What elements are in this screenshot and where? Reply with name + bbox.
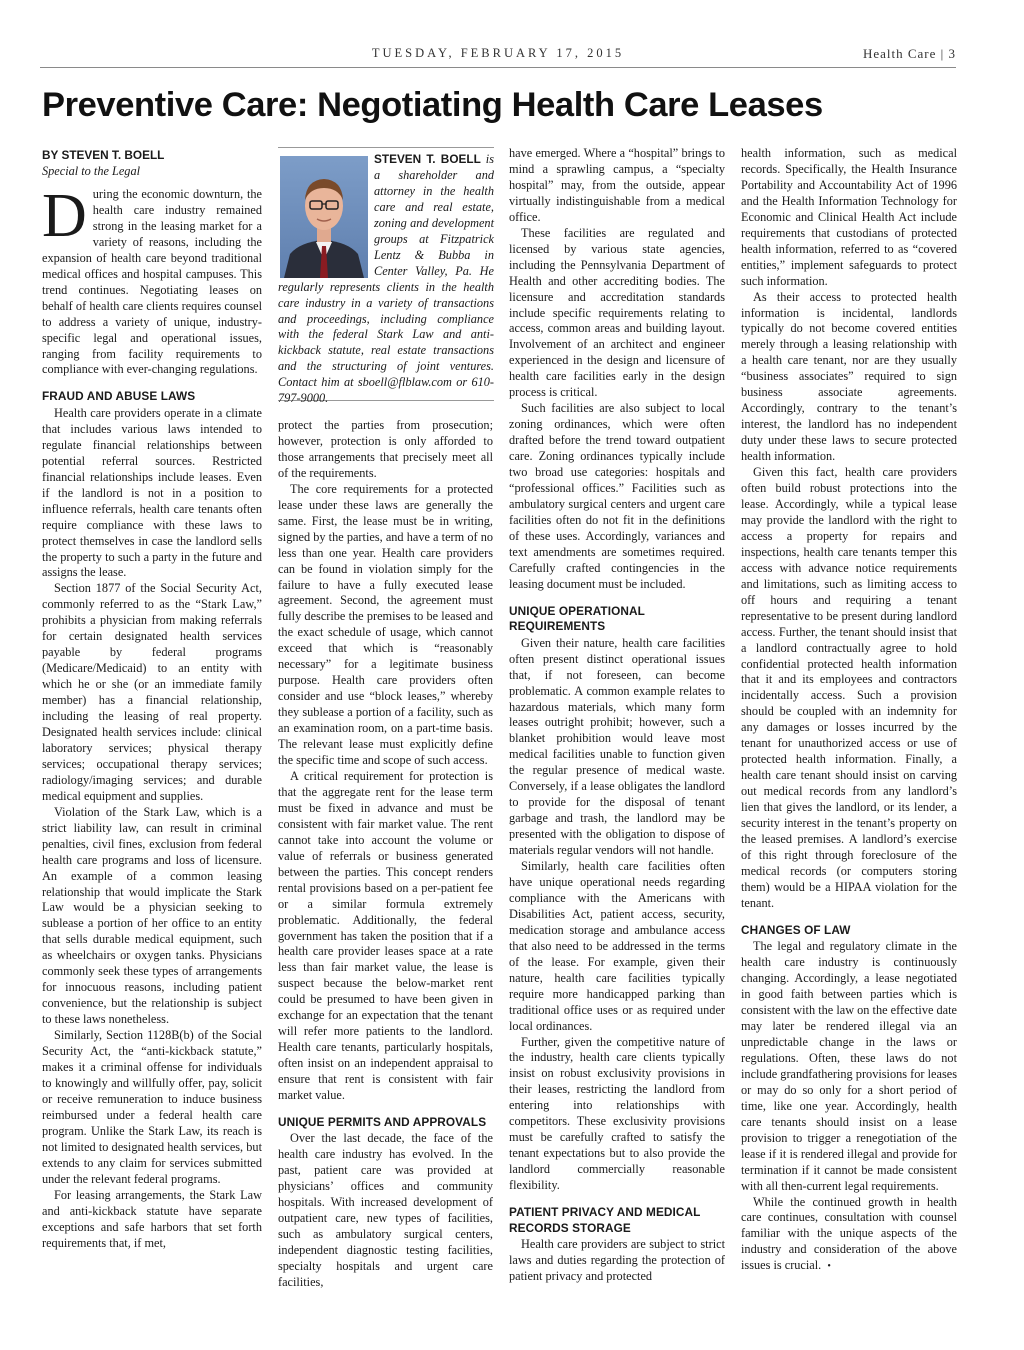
author-bio: STEVEN T. BOELL is a shareholder and attorney in the health care and real estate, zoning and development groups at Fitzpatrick Lentz & Bubba in Center Valley, Pa. He regularly represents clients in the health care industry in a variety of transactions and proceedings, including compliance with the federal Stark Law and anti-kickback statute, real estate transactions and the structuring of joint ventures. Contact him at sboell@flblaw.com or 610-797-9000. [278, 152, 494, 406]
paragraph-continued: have emerged. Where a “hospital” brings to mind a sprawling campus, a “specialty hospital” may, from the outside, appear virtually indistinguishable from a medical office. [509, 146, 725, 224]
section-heading-fraud: FRAUD AND ABUSE LAWS [42, 389, 196, 404]
author-name: STEVEN T. BOELL [374, 152, 481, 166]
paragraph: The core requirements for a protected lease under these laws are generally the same. First, the lease must be in writing, signed by the parties, and have a term of no less than one year. Health care providers can be found in violation simply for the failure to have a fully executed lease agreement. Second, the agreement must fully describe the premises to be leased and the exact schedule of usage, which cannot exceed that which is “reasonably necessary” for a legitimate business purpose. Health care providers often consider and use “block leases,” whereby they sublease a portion of a facility, such as an examination room, on a part-time basis. The relevant lease must explicitly define the specific time and scope of such access. [278, 481, 493, 768]
paragraph: A critical requirement for protection is that the aggregate rent for the lease term must be fixed in advance and must be consistent with fair market value. The rent cannot take into account the volume or value of referrals or business generated between the parties. This concept renders rental provisions based on a per-patient fee or a similar formula extremely problematic. Additionally, the federal government has taken the position that if a health care provider leases space at a rate less than fair market value, the lease is suspect because the below-market rent could be presumed to have been given in exchange for an expectation that the tenant will refer more patients to the landlord. Health care tenants, particularly hospitals, often insist on an independent appraisal to ensure that rent is consistent with fair market value. [278, 768, 493, 1103]
closing-paragraph: While the continued growth in health care continues, consultation with counsel familiar with the unique aspects of the industry and consideration of the above issues is crucial. • [741, 1194, 957, 1273]
section-heading-law: CHANGES OF LAW [741, 922, 851, 937]
article-headline: Preventive Care: Negotiating Health Care Leases [42, 86, 823, 124]
section-heading-operational: UNIQUE OPERATIONAL REQUIREMENTS [509, 603, 645, 634]
paragraph-continues: For leasing arrangements, the Stark Law and anti-kickback statute have separate exceptions and safe harbors that set forth requirements that, if met, [42, 1187, 262, 1250]
column-4 [741, 146, 957, 1275]
paragraph-continued: protect the parties from prosecution; however, protection is only afforded to those arrangements that precisely meet all of the requirements. [278, 418, 493, 480]
paragraph-continued: health information, such as medical records. Specifically, the Health Insurance Portability and Accountability Act of 1996 and the Health Information Technology for Economic and Clinical Health Act include requirements that custodians of protected health information, referred to as “covered entities,” implement safeguards to protect such information. [741, 146, 957, 288]
paragraph: Further, given the competitive nature of the industry, health care clients typically insist on robust exclusivity provisions in their leases, restricting the landlord from entering into relationships with competitors. These exclusivity provisions must be carefully crafted to satisfy the tenant expectations but to also provide the landlord commercially reasonable flexibility. [509, 1034, 725, 1193]
paragraph: Similarly, Section 1128B(b) of the Social Security Act, the “anti-kickback statute,” makes it a criminal offense for individuals to knowingly and willfully offer, pay, solicit or receive remuneration to induce business reimbursed under a federal health care program. Unlike the Stark Law, its reach is not limited to designated health services, but extends to any claim for services submitted under the relevant federal programs. [42, 1028, 262, 1186]
paragraph: Health care providers operate in a climate that includes various laws intended to regulate financial relationships between potential referral sources. Restricted financial relationships include leases. Even if the landlord is not in a position to influence referrals, health care tenants often require compliance with these laws to protect themselves in case the landlord sells the property to such a party in the future and assigns the lease. [42, 405, 262, 580]
running-header [40, 44, 956, 68]
paragraph: Given this fact, health care providers often build robust protections into the lease. Accordingly, while a typical lease may provide the landlord with the right to access a property for repairs and inspections, health care tenants temper this access with advance notice requirements and limitations, such as limiting access to off hours and requiring a tenant representative to be present during landlord access. Further, the tenant should insist that a landlord contractually agree to hold confidential protected health information that it and its employees and contractors incidentally access. Such a provision should be coupled with an indemnity for any damages or losses incurred by the tenant for unauthorized access or use of protected health information. Finally, a health care tenant should insist on carving out medical records from any landlord’s lien that gives the landlord, or its lender, a security interest in the tenant’s property on the leased premises. A landlord’s exercise of this right through foreclosure of the medical records (or computers storing them) would be a HIPAA violation for the tenant. [741, 465, 957, 910]
paragraph: Section 1877 of the Social Security Act, commonly referred to as the “Stark Law,” prohibits a physician from making referrals for certain designated health services payable by federal programs (Medicare/Medicaid) to an entity with which he or she (or an immediate family member) has a financial relationship, including the leasing of real property. Designated health services include: clinical laboratory services; physical therapy services; occupational therapy services; radiology/imaging services; and durable medical equipment and supplies. [42, 581, 262, 803]
drop-cap: D [42, 182, 87, 250]
paragraph: As their access to protected health information is incidental, landlords typically do not become covered entities merely through a leasing relationship with a health care tenant, nor are they usually “business associates” required to sign business associate agreements. Accordingly, contrary to the tenant’s interest, the landlord has no independent duty under these laws to secure protected health information. [741, 289, 957, 464]
column-3 [509, 146, 725, 1285]
section-page-label: Health Care | 3 [862, 46, 956, 61]
author-bio-box [278, 147, 494, 406]
intro-paragraph: During the economic downturn, the health care industry remained strong in the leasing market for a variety of reasons, including the expansion of health care beyond traditional medical offices and hospital campuses. This trend continues. Negotiating leases on behalf of health care clients requires counsel to address a variety of unique, industry-specific legal and operational issues, ranging from facility requirements to compliance with ever-changing regulations. [42, 182, 262, 377]
paragraph-continues: Health care providers are subject to strict laws and duties regarding the protection of patient privacy and protected [509, 1237, 725, 1283]
paragraph: Similarly, health care facilities often have unique operational needs regarding compliance with the Americans with Disabilities Act, patient access, security, medication storage and ambulance access that also need to be addressed in the terms of the lease. For example, given their nature, health care facilities typically require more handicapped parking than traditional office uses or as required under local ordinances. [509, 859, 725, 1033]
paragraph: Violation of the Stark Law, which is a strict liability law, can result in criminal penalties, civil fines, exclusion from federal health care programs and loss of licensure. An example of a common leasing relationship that would implicate the Stark Law would be a physician seeking to sublease a portion of her office to an entity that sells durable medical equipment, such as wheelchairs or oxygen tanks. Physicians commonly seek these types of arrangements for innocuous reasons, including patient convenience, but the relationship is subject to these laws nonetheless. [42, 804, 262, 1027]
column-2 [278, 418, 493, 1291]
column-1 [42, 148, 262, 1251]
paragraph: These facilities are regulated and licensed by various state agencies, including the Pennsylvania Department of Health and other accrediting bodies. The licensure and accreditation standards include specific requirements relating to access, common areas and building layout. Involvement of an architect and engineer experienced in the design and licensure of health care facilities early in the design process is critical. [509, 225, 725, 400]
paragraph-continues: Over the last decade, the face of the health care industry has evolved. In the past, patient care was provided at physicians’ offices and community hospitals. With increased development of outpatient care, new types of facilities, such as ambulatory surgical centers, independent diagnostic testing facilities, specialty hospitals and urgent care facilities, [278, 1131, 493, 1290]
issue-date: TUESDAY, FEBRUARY 17, 2015 [371, 46, 625, 60]
section-heading-privacy: PATIENT PRIVACY AND MEDICAL RECORDS STORAGE [509, 1205, 701, 1235]
paragraph: Such facilities are also subject to local zoning ordinances, which were often drafted before the trend toward outpatient care. Zoning ordinances typically include two broad use categories: hospitals and “professional offices.” Facilities such as ambulatory surgical centers and urgent care facilities often do not fit in the definitions of these uses. Accordingly, variances and text amendments are sometimes required. Carefully crafted contingencies in the leasing document must be included. [509, 401, 725, 591]
paragraph: Given their nature, health care facilities often present distinct operational issues that, if not foreseen, can become problematic. A common example relates to hazardous materials, which many form leases outright prohibit; however, such a blanket prohibition would leave most medical facilities unable to function given the regular presence of medical waste. Conversely, if a lease obligates the landlord to provide for the disposal of tenant garbage and trash, the landlord may be presented with the obligation to dispose of materials regular vendors will not handle. [509, 635, 725, 858]
paragraph: The legal and regulatory climate in the health care industry is continuously changing. Accordingly, a lease negotiated in good faith between parties which is consistent with the law on the effective date may later be rendered illegal via an unpredictable change in the laws or regulations. Often, these laws do not include grandfathering provisions for leases or may do so only for a short period of time, like one year. Accordingly, health care tenants should insist on a lease provision to trigger a renegotiation of the lease if it is rendered illegal and provide for termination if it cannot be made consistent with all then-current legal requirements. [741, 939, 957, 1193]
end-of-article-mark: • [827, 1261, 831, 1273]
section-heading-permits: UNIQUE PERMITS AND APPROVALS [278, 1114, 487, 1129]
byline: BY STEVEN T. BOELL [42, 148, 165, 162]
byline-affiliation: Special to the Legal [42, 164, 141, 178]
